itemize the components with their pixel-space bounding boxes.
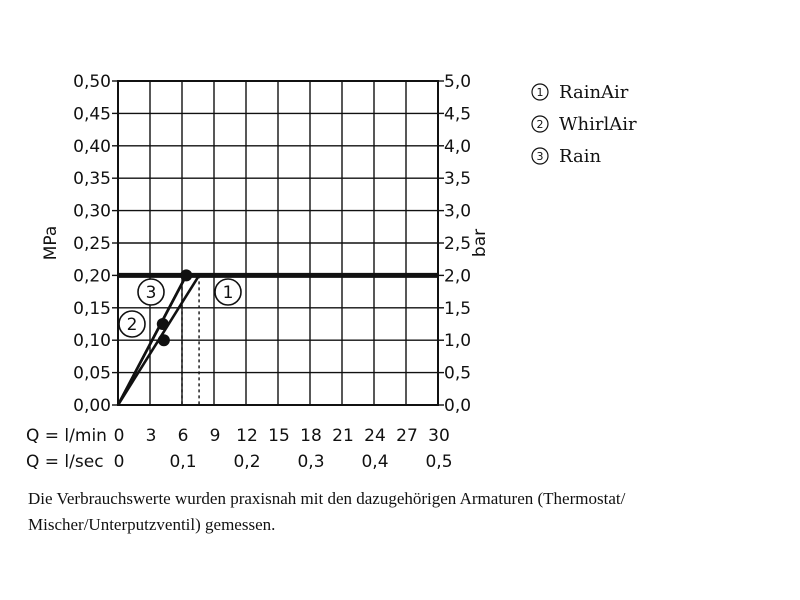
legend-marker-number: 1 — [536, 86, 544, 99]
y-left-tick-label: 0,50 — [73, 72, 111, 92]
x-tick-label: 0,2 — [233, 452, 261, 472]
y-right-tick-label: 4,0 — [444, 136, 472, 157]
y-left-axis-title: MPa — [41, 225, 61, 261]
x-tick-label: 27 — [396, 426, 418, 446]
x-tick-label: 0,1 — [169, 452, 197, 472]
x-tick-label: 0 — [113, 452, 125, 472]
legend — [532, 82, 637, 167]
x-row-label: Q = l/sec — [26, 452, 104, 472]
y-right-tick-label: 1,5 — [444, 298, 472, 319]
y-right-tick-label: 2,0 — [444, 266, 472, 287]
y-right-tick-label: 3,5 — [444, 169, 472, 190]
y-left-tick-label: 0,10 — [73, 331, 111, 352]
x-tick-label: 24 — [364, 426, 386, 446]
legend-label: Rain — [559, 146, 602, 167]
x-tick-label: 12 — [236, 426, 258, 446]
y-left-tick-label: 0,40 — [73, 136, 111, 157]
y-right-tick-label: 3,0 — [444, 201, 472, 222]
y-left-tick-label: 0,25 — [73, 234, 111, 254]
y-right-tick-label: 2,5 — [444, 234, 472, 254]
legend-label: WhirlAir — [559, 114, 637, 135]
y-left-tick-label: 0,20 — [73, 266, 111, 287]
series-marker-number-1: 1 — [222, 283, 234, 303]
legend-label: RainAir — [559, 82, 629, 103]
y-right-tick-label: 5,0 — [444, 72, 472, 92]
caption-line-1: Die Verbrauchswerte wurden praxisnah mit den dazugehörigen Armaturen (Thermostat/ — [28, 489, 626, 508]
x-tick-label: 3 — [145, 426, 157, 446]
y-right-tick-label: 1,0 — [444, 331, 472, 352]
x-tick-label: 30 — [428, 426, 450, 446]
y-left-tick-label: 0,35 — [73, 169, 111, 190]
y-left-tick-label: 0,30 — [73, 201, 111, 222]
x-tick-label: 21 — [332, 426, 354, 446]
x-tick-label: 0,4 — [361, 452, 389, 472]
x-row-label: Q = l/min — [26, 426, 107, 446]
x-tick-label: 0,3 — [297, 452, 325, 472]
top-dot — [180, 269, 192, 281]
y-left-tick-label: 0,05 — [73, 363, 111, 384]
x-tick-label: 9 — [209, 426, 221, 446]
legend-marker-number: 2 — [536, 118, 544, 131]
y-right-tick-label: 0,5 — [444, 363, 472, 384]
x-tick-label: 15 — [268, 426, 290, 446]
x-tick-label: 6 — [177, 426, 189, 446]
y-left-tick-label: 0,15 — [73, 298, 111, 319]
x-tick-label: 0,5 — [425, 452, 453, 472]
y-right-tick-label: 0,0 — [444, 396, 472, 416]
y-right-tick-label: 4,5 — [444, 104, 472, 125]
y-right-axis-title: bar — [470, 228, 490, 258]
series-dot-3 — [158, 334, 170, 346]
y-left-tick-label: 0,00 — [73, 396, 111, 416]
legend-marker-number: 3 — [536, 150, 544, 163]
grid — [112, 81, 444, 405]
y-left-tick-label: 0,45 — [73, 104, 111, 125]
x-tick-label: 18 — [300, 426, 322, 446]
axes — [26, 72, 490, 472]
caption — [28, 486, 748, 538]
series-marker-number-3: 3 — [145, 283, 157, 303]
x-tick-label: 0 — [113, 426, 125, 446]
series-marker-number-2: 2 — [126, 315, 138, 335]
caption-line-2: Mischer/Unterputzventil) gemessen. — [28, 515, 276, 534]
